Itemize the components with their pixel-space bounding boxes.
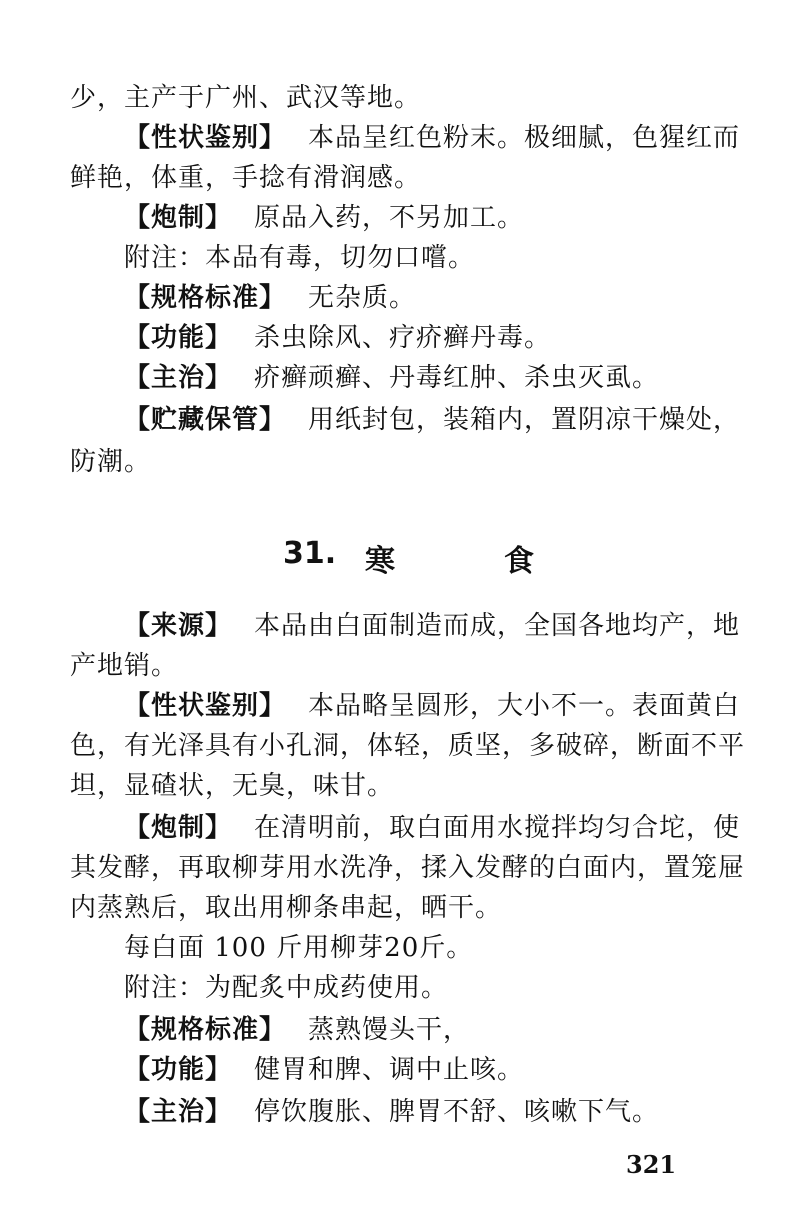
spec-heading: 【规格标准】: [124, 283, 287, 313]
traits-line-2: 鲜艳，体重，手捻有滑润感。: [70, 163, 422, 193]
traits-paragraph-bottom: [124, 686, 740, 726]
page-number: 321: [626, 1150, 677, 1179]
prep-line-3: 内蒸熟后，取出用柳条串起，晒干。: [70, 893, 503, 923]
traits-text: 本品呈红色粉末。极细腻，色猩红而: [308, 123, 741, 153]
section-title-char-1: 寒: [365, 544, 395, 579]
traits-line-2: 色，有光泽具有小孔洞，体轻，质坚，多破碎，断面不平: [70, 731, 746, 761]
indic-paragraph-top: [124, 358, 659, 398]
storage-heading: 【贮藏保管】: [124, 405, 287, 435]
func-heading: 【功能】: [124, 323, 233, 353]
prep-paragraph-top: [124, 198, 524, 238]
traits-text: 本品略呈圆形，大小不一。表面黄白: [308, 691, 741, 721]
indic-paragraph-bottom: [124, 1092, 659, 1132]
prep-paragraph-bottom: [124, 808, 740, 848]
prep-text: 在清明前，取白面用水搅拌均匀合坨，使: [254, 813, 741, 843]
spec-paragraph-top: [124, 278, 416, 318]
source-paragraph: [124, 606, 740, 646]
indic-text: 疥癣顽癣、丹毒红肿、杀虫灭虱。: [254, 363, 660, 393]
spec-paragraph-bottom: [124, 1010, 470, 1050]
prep-heading: 【炮制】: [124, 203, 233, 233]
note-line-top: 附注：本品有毒，切勿口嚐。: [124, 243, 476, 273]
storage-paragraph: [124, 400, 740, 440]
func-heading: 【功能】: [124, 1055, 233, 1085]
indic-heading: 【主治】: [124, 363, 233, 393]
spec-text: 无杂质。: [308, 283, 417, 313]
source-text: 本品由白面制造而成，全国各地均产，地: [254, 611, 741, 641]
traits-paragraph-top: [124, 118, 740, 158]
spec-heading: 【规格标准】: [124, 1015, 287, 1045]
indic-text: 停饮腹胀、脾胃不舒、咳嗽下气。: [254, 1097, 660, 1127]
func-paragraph-bottom: [124, 1050, 524, 1090]
note-line-bottom: 附注：为配炙中成药使用。: [124, 973, 449, 1003]
prep-text: 原品入药，不另加工。: [254, 203, 525, 233]
func-text: 健胃和脾、调中止咳。: [254, 1055, 525, 1085]
source-line-2: 产地销。: [70, 651, 179, 681]
prep-line-2: 其发酵，再取柳芽用水洗净，揉入发酵的白面内，置笼屉: [70, 853, 746, 883]
ratio-line: 每白面 100 斤用柳芽20斤。: [124, 933, 474, 963]
indic-heading: 【主治】: [124, 1097, 233, 1127]
storage-line-2: 防潮。: [70, 447, 152, 477]
section-number: 31.: [283, 536, 337, 571]
storage-text: 用纸封包，装箱内，置阴凉干燥处，: [308, 405, 741, 435]
spec-text: 蒸熟馒头干，: [308, 1015, 471, 1045]
func-paragraph-top: [124, 318, 551, 358]
traits-line-3: 坦，显碴状，无臭，味甘。: [70, 771, 395, 801]
traits-heading: 【性状鉴别】: [124, 123, 287, 153]
func-text: 杀虫除风、疗疥癣丹毒。: [254, 323, 552, 353]
source-heading: 【来源】: [124, 611, 233, 641]
prep-heading: 【炮制】: [124, 813, 233, 843]
traits-heading: 【性状鉴别】: [124, 691, 287, 721]
section-title: [0, 530, 812, 580]
continuation-line: 少，主产于广州、武汉等地。: [70, 83, 422, 113]
section-title-char-2: 食: [504, 544, 534, 579]
